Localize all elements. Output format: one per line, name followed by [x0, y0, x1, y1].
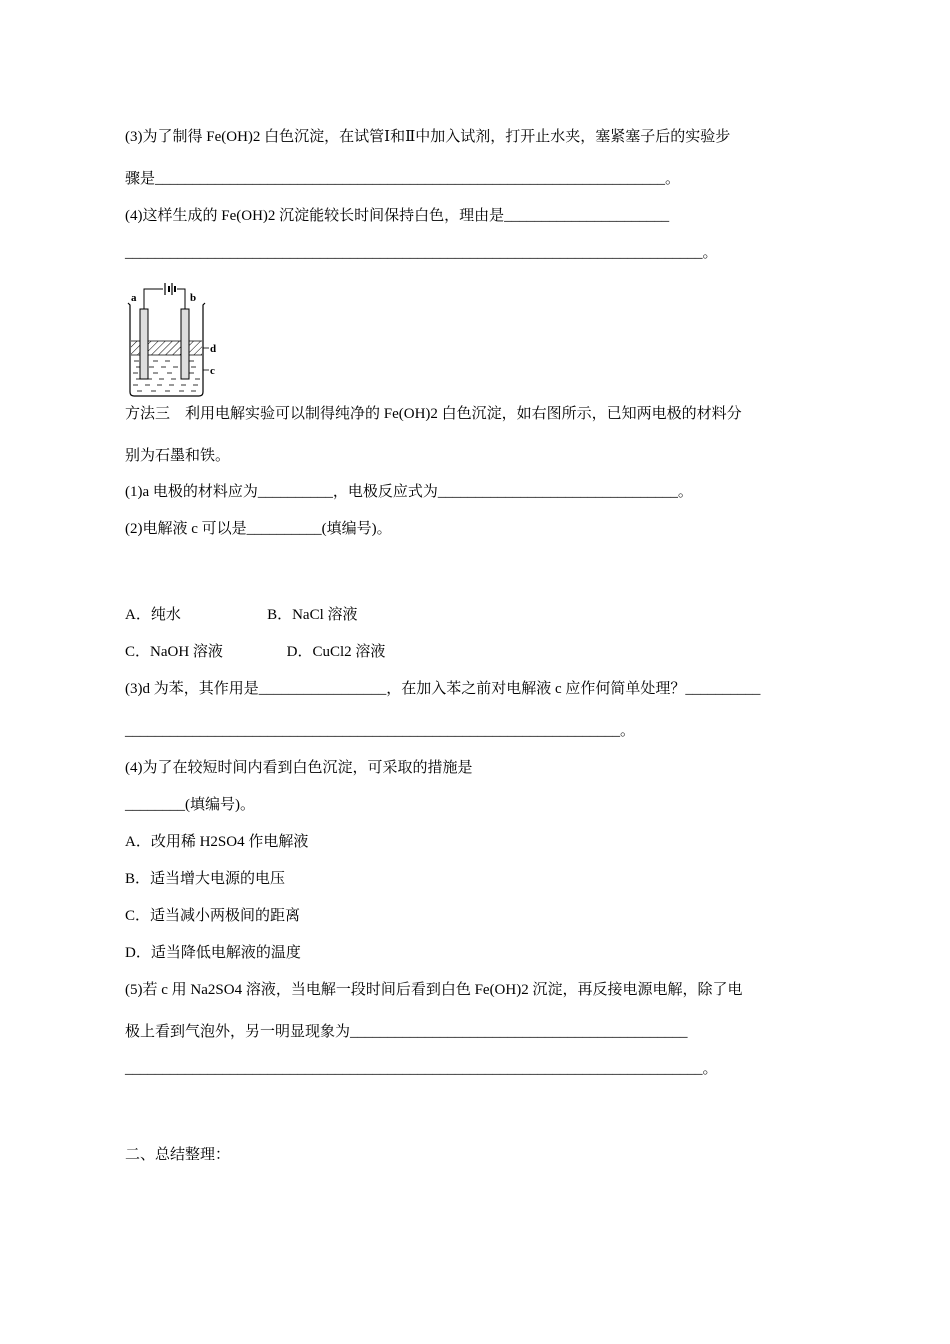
label-a: a — [131, 292, 137, 304]
question-4-line-1: (4)这样生成的 Fe(OH)2 沉淀能较长时间保持白色，理由是______________________ — [125, 208, 670, 224]
method3-question-4-line-2: ________(填编号)。 — [125, 797, 255, 813]
label-c: c — [210, 365, 215, 377]
question-3-line-2: 骤是____________________________________________________________________。 — [125, 171, 681, 187]
method3-q2-options-row-2: C．NaOH 溶液 D．CuCl2 溶液 — [125, 644, 386, 660]
method3-question-3-line-1: (3)d 为苯，其作用是_________________，在加入苯之前对电解液 c 应作何简单处理？__________ — [125, 681, 761, 697]
electrode-b — [181, 309, 189, 379]
method3-q4-option-a: A．改用稀 H2SO4 作电解液 — [125, 834, 309, 850]
label-d: d — [210, 343, 217, 355]
method3-q4-option-c: C．适当减小两极间的距离 — [125, 908, 301, 924]
method3-question-5-line-2: 极上看到气泡外，另一明显现象为_____________________________________________ — [125, 1024, 688, 1040]
method3-question-1: (1)a 电极的材料应为__________，电极反应式为________________________________。 — [125, 484, 693, 500]
method3-q4-option-b: B．适当增大电源的电压 — [125, 871, 286, 887]
question-4-line-2: _____________________________________________________________________________。 — [125, 245, 718, 261]
summary-heading: 二、总结整理： — [125, 1147, 231, 1163]
method3-question-5-line-3: _____________________________________________________________________________。 — [125, 1061, 718, 1077]
electrode-a — [140, 309, 148, 379]
method3-question-3-line-2: __________________________________________________________________。 — [125, 723, 636, 739]
method3-intro-line-1: 方法三 利用电解实验可以制得纯净的 Fe(OH)2 白色沉淀，如右图所示，已知两电极的材料分 — [125, 406, 742, 422]
electrolysis-diagram — [125, 282, 217, 400]
question-3-line-1: (3)为了制得 Fe(OH)2 白色沉淀，在试管Ⅰ和Ⅱ中加入试剂，打开止水夹，塞紧塞子后的实验步 — [125, 129, 731, 145]
method3-q4-option-d: D．适当降低电解液的温度 — [125, 945, 301, 961]
method3-question-4-line-1: (4)为了在较短时间内看到白色沉淀，可采取的措施是 — [125, 760, 473, 776]
method3-q2-options-row-1: A．纯水 B．NaCl 溶液 — [125, 607, 358, 623]
method3-intro-line-2: 别为石墨和铁。 — [125, 448, 231, 464]
method3-question-2: (2)电解液 c 可以是__________(填编号)。 — [125, 521, 392, 537]
label-b: b — [190, 292, 197, 304]
method3-question-5-line-1: (5)若 c 用 Na2SO4 溶液，当电解一段时间后看到白色 Fe(OH)2 沉淀，再反接电源电解，除了电 — [125, 982, 743, 998]
